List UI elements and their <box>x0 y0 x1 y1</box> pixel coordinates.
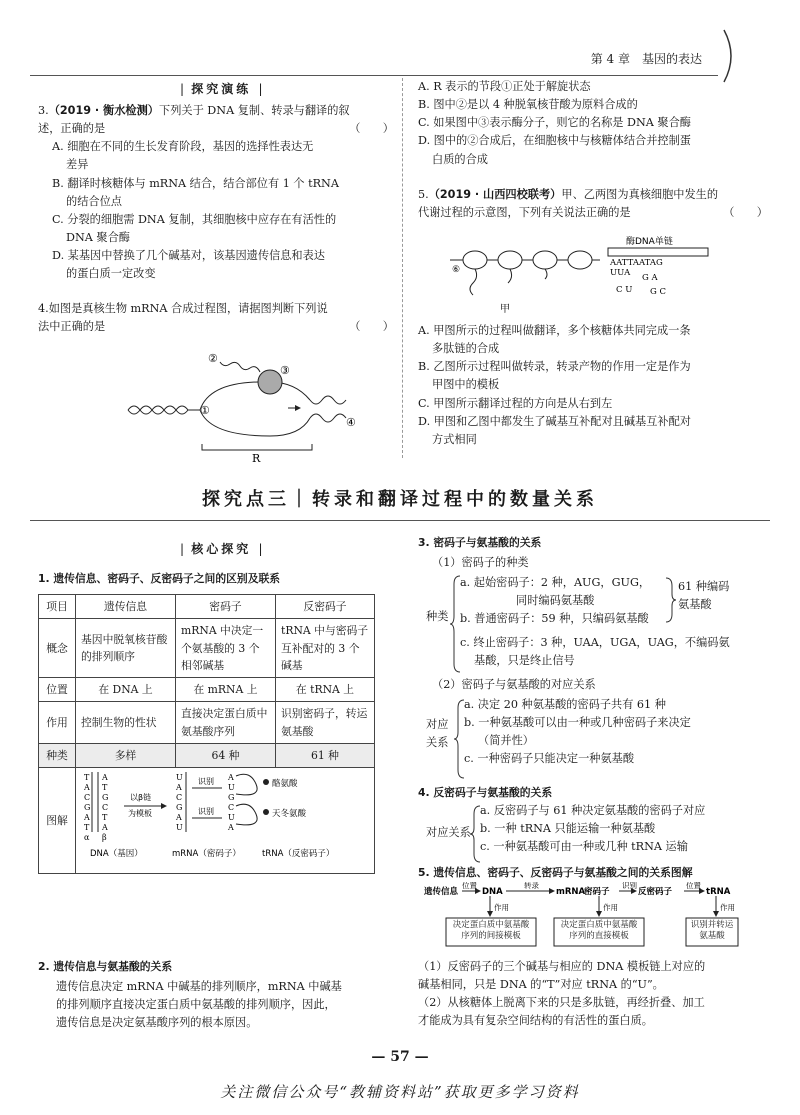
svg-text:DNA: DNA <box>482 887 503 897</box>
svg-text:T: T <box>84 773 90 783</box>
svg-text:作用: 作用 <box>720 903 735 912</box>
svg-text:U: U <box>176 773 183 783</box>
translation-transcription-figure <box>440 232 710 318</box>
practice-title: | 探究演练 | <box>180 82 263 96</box>
svg-text:以β链: 以β链 <box>130 793 152 803</box>
heading-2: 2. 遗传信息与氨基酸的关系 <box>38 960 173 973</box>
codon-61-note: 61 种编码 氨基酸 <box>678 580 730 612</box>
svg-text:G: G <box>176 803 183 813</box>
core-title: | 核心探究 | <box>180 542 263 556</box>
question-5-stem: 5.（2019 · 山西四校联考）甲、乙两图为真核细胞中发生的 代谢过程的示意图，下列有关说法正确的是 （ ） <box>418 188 768 220</box>
svg-text:作用: 作用 <box>603 903 618 912</box>
anticodon-relation: a. 反密码子与 61 种决定氨基酸的密码子对应 b. 一种 tRNA 只能运输一种氨基酸 c. 一种氨基酸可由一种或几种 tRNA 运输 <box>480 804 706 854</box>
svg-text:识别: 识别 <box>198 807 214 817</box>
label-1: ① <box>200 404 210 417</box>
codon-kinds: a. 起始密码子：2 种，AUG，GUG， 同时编码氨基酸 b. 普通密码子：59 种，只编码氨基酸 <box>460 576 651 626</box>
gene-expression-diagram <box>76 768 374 868</box>
svg-text:U: U <box>228 813 235 823</box>
table-row: 作用 控制生物的性状 直接决定蛋白质中氨基酸序列 识别密码子，转运氨基酸 <box>39 702 375 744</box>
header-curve-ornament <box>714 28 742 84</box>
svg-text:遗传信息: 遗传信息 <box>424 887 459 897</box>
column-divider <box>402 78 403 458</box>
svg-text:U: U <box>228 783 235 793</box>
subheading-3-2: （2）密码子与氨基酸的对应关系 <box>432 678 596 691</box>
svg-text:识别: 识别 <box>198 777 214 787</box>
svg-text:α: α <box>84 833 90 843</box>
svg-text:C: C <box>228 803 235 813</box>
question-3: 3.（2019 · 衡水检测）下列关于 DNA 复制、转录与翻译的叙 述，正确的是 （ ） A. 细胞在不同的生长发育阶段，基因的选择性表达无 差异 B. 翻译时核糖体与 mRNA 结合，结合部位有 1 个 tRNA 的结合位点 C. 分裂的细胞需 DNA 复制，其细胞核中应存在有活性的 DNA 聚合酶 D. 某基因中替换了几个碱基对，该基因遗传信息和表达 的蛋白质一定改变 <box>38 104 394 281</box>
q5-label-6: ⑥ <box>452 265 461 275</box>
svg-text:tRNA: tRNA <box>706 887 731 897</box>
table-row: 位置 在 DNA 上 在 mRNA 上 在 tRNA 上 <box>39 678 375 702</box>
svg-text:G: G <box>102 793 109 803</box>
svg-text:酪氨酸: 酪氨酸 <box>272 779 298 790</box>
question-4-stem: 4.如图是真核生物 mRNA 合成过程图，请据图判断下列说 法中正确的是 （ ） <box>38 302 394 334</box>
svg-text:A: A <box>176 783 182 793</box>
paragraph-2: 遗传信息决定 mRNA 中碱基的排列顺序，mRNA 中碱基 的排列顺序直接决定蛋白质中氨基酸的排列顺序，因此， 遗传信息是决定氨基酸序列的根本原因。 <box>56 980 342 1030</box>
subheading-3-1: （1）密码子的种类 <box>432 556 529 569</box>
svg-text:U: U <box>176 823 183 833</box>
svg-text:mRNA: mRNA <box>556 887 586 897</box>
codon-aa-relation: a. 决定 20 种氨基酸的密码子共有 61 种 b. 一种氨基酸可以由一种或几种密码子来决定 （简并性） c. 一种密码子只能决定一种氨基酸 <box>464 698 691 766</box>
label-R: R <box>252 452 261 465</box>
svg-text:为模板: 为模板 <box>128 809 152 819</box>
free-nt-ga: G A <box>642 273 658 283</box>
heading-5: 5. 遗传信息、密码子、反密码子与氨基酸之间的关系图解 <box>418 866 693 879</box>
svg-text:密码子: 密码子 <box>584 887 610 897</box>
table-row: 概念 基因中脱氧核苷酸的排列顺序 mRNA 中决定一个氨基酸的 3 个相邻碱基 tRNA 中与密码子互补配对的 3 个碱基 <box>39 619 375 678</box>
svg-text:作用: 作用 <box>494 903 509 912</box>
enzyme-dna-label: 酶DNA单链 <box>626 237 673 247</box>
heading-3: 3. 密码子与氨基酸的关系 <box>418 536 542 549</box>
svg-text:G: G <box>84 803 91 813</box>
comparison-table <box>38 594 375 874</box>
brace-right <box>664 576 676 624</box>
svg-text:DNA（基因）: DNA（基因） <box>90 849 143 860</box>
svg-text:T: T <box>102 813 108 823</box>
codon-stop: c. 终止密码子：3 种，UAA，UGA，UAG，不编码氨 基酸，只是终止信号 <box>460 636 730 668</box>
svg-text:识别: 识别 <box>622 882 637 890</box>
mrna-synthesis-figure <box>120 340 370 465</box>
svg-text:C: C <box>176 793 183 803</box>
kind-label: 种类 <box>426 610 449 623</box>
svg-text:A: A <box>176 813 182 823</box>
corr-label: 对应 关系 <box>426 718 449 750</box>
svg-text:转录: 转录 <box>524 882 539 890</box>
svg-text:A: A <box>84 783 90 793</box>
svg-text:A: A <box>228 823 234 833</box>
fig-jia-label: 甲 <box>500 304 510 315</box>
svg-text:A: A <box>102 773 108 783</box>
section-rule <box>30 520 770 521</box>
free-nt-cu: C U <box>616 285 633 295</box>
table-row-diagram: 图解 T A C G A T α A T G C T A β 以β链 为模板 U A C G A U 识别 识别 A U G C U A 酪氨酸 天冬氨酸 DNA（基因） mRNA（密码子） tRNA（反密码子） <box>39 768 375 874</box>
footer-note: 关注微信公众号“教辅资料站”获取更多学习资料 <box>220 1083 580 1101</box>
svg-text:T: T <box>84 823 90 833</box>
svg-text:位置: 位置 <box>462 882 477 890</box>
free-nt-gc: G C <box>650 287 666 297</box>
svg-text:反密码子: 反密码子 <box>638 887 673 897</box>
svg-text:A: A <box>84 813 90 823</box>
svg-text:C: C <box>84 793 91 803</box>
table-row: 种类 多样 64 种 61 种 <box>39 743 375 767</box>
header-rule <box>30 75 718 76</box>
svg-text:天冬氨酸: 天冬氨酸 <box>272 809 307 820</box>
svg-text:A: A <box>228 773 234 783</box>
relationship-flow-diagram: 遗传信息 位置 DNA 转录 mRNA 密码子 识别 反密码子 位置 tRNA 作用 作用 作用 决定蛋白质中氨基酸序列的间接模板 决定蛋白质中氨基酸序列的直接模板 识别并转运氨基酸 <box>424 882 772 952</box>
svg-text:G: G <box>228 793 235 803</box>
svg-text:tRNA（反密码子）: tRNA（反密码子） <box>262 849 335 860</box>
table-header-row: 项目 遗传信息 密码子 反密码子 <box>39 595 375 619</box>
svg-text:C: C <box>102 803 109 813</box>
label-4: ④ <box>346 416 356 429</box>
page-number: — 57 — <box>371 1049 429 1065</box>
question-5-options: A. 甲图所示的过程叫做翻译，多个核糖体共同完成一条 多肽链的合成 B. 乙图所示过程叫做转录，转录产物的作用一定是作为 甲图中的模板 C. 甲图所示翻译过程的方向是从右到左 D. 甲图和乙图中都发生了碱基互补配对且碱基互补配对 方式相同 <box>418 324 691 446</box>
chapter-header: 第 4 章 基因的表达 <box>590 52 702 66</box>
label-2: ② <box>208 352 218 365</box>
rna-seq: UUA <box>610 268 631 278</box>
corr-rel-label: 对应关系 <box>426 826 471 839</box>
svg-text:位置: 位置 <box>686 882 701 890</box>
section-title: 探究点三｜转录和翻译过程中的数量关系 <box>202 489 598 510</box>
heading-1: 1. 遗传信息、密码子、反密码子之间的区别及联系 <box>38 572 281 585</box>
svg-text:β: β <box>102 833 107 843</box>
svg-text:mRNA（密码子）: mRNA（密码子） <box>172 849 241 860</box>
question-4-options: A. R 表示的节段①正处于解旋状态 B. 图中②是以 4 种脱氧核苷酸为原料合成的 C. 如果图中③表示酶分子，则它的名称是 DNA 聚合酶 D. 图中的②合成后，在细胞核中与核糖体结合并控制蛋 白质的合成 <box>418 80 691 166</box>
label-3: ③ <box>280 364 290 377</box>
svg-text:T: T <box>102 783 108 793</box>
dna-seq: AATTAATAG <box>610 258 663 268</box>
svg-text:A: A <box>102 823 108 833</box>
notes: （1）反密码子的三个碱基与相应的 DNA 模板链上对应的 碱基相同，只是 DNA 的“T”对应 tRNA 的“U”。 （2）从核糖体上脱离下来的只是多肽链，再经折叠、加工 才能成为具有复杂空间结构的有活性的蛋白质。 <box>418 960 706 1028</box>
heading-4: 4. 反密码子与氨基酸的关系 <box>418 786 553 799</box>
